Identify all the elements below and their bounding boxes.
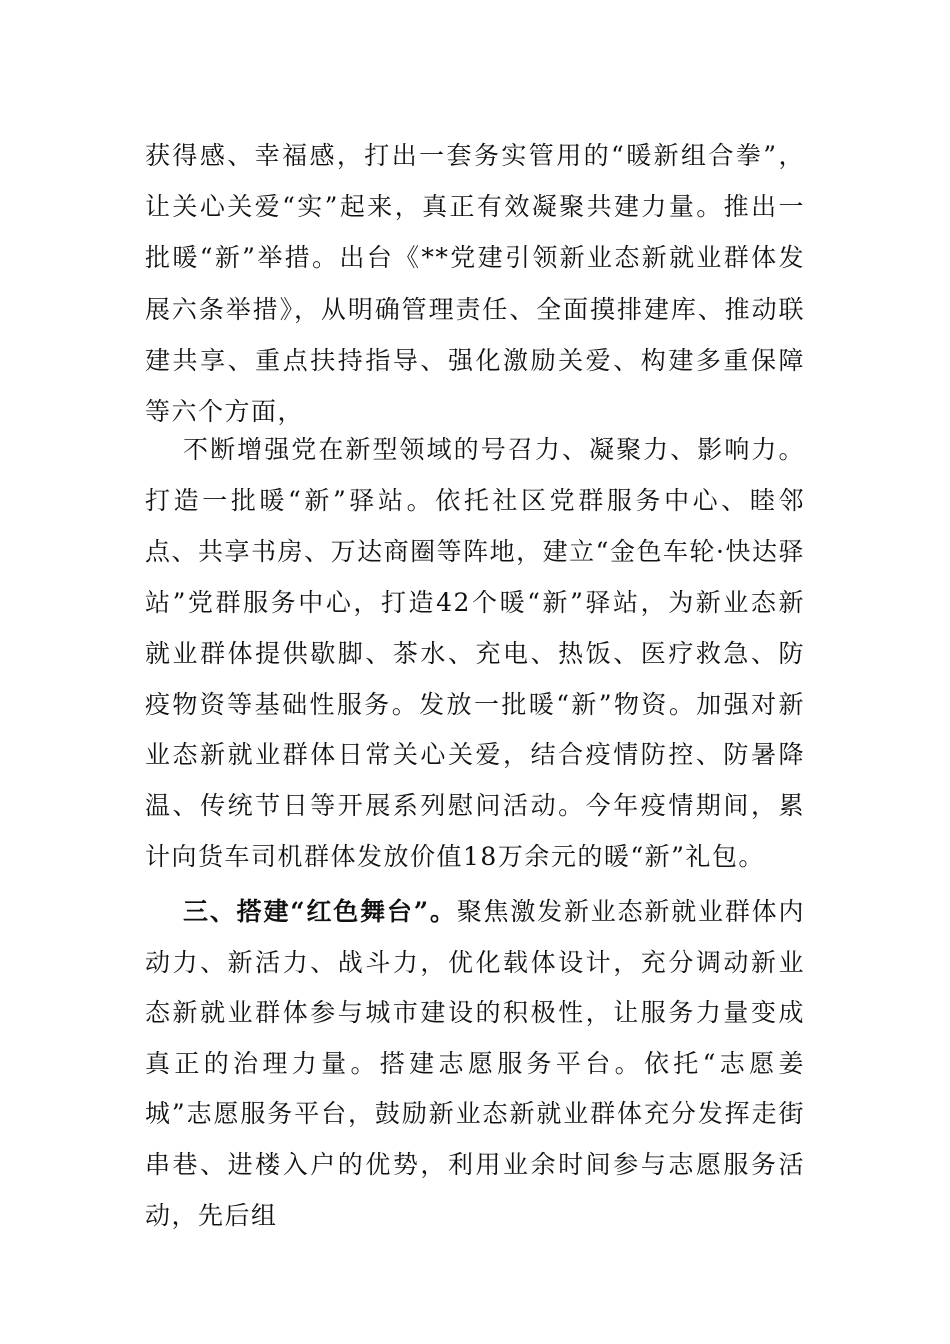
- paragraph-3: [145, 887, 805, 1241]
- paragraph-3-body: 聚焦激发新业态新就业群体内动力、新活力、战斗力，优化载体设计，充分调动新业态新就业群体参与城市建设的积极性，让服务力量变成真正的治理力量。搭建志愿服务平台。依托“志愿姜城”志愿服务平台，鼓励新业态新就业群体充分发挥走街串巷、进楼入户的优势，利用业余时间参与志愿服务活动，先后组: [145, 897, 805, 1230]
- paragraph-1: 获得感、幸福感，打出一套务实管用的“暖新组合拳”，让关心关爱“实”起来，真正有效凝聚共建力量。推出一批暖“新”举措。出台《**党建引领新业态新就业群体发展六条举措》，从明确管理责任、全面摸排建库、推动联建共享、重点扶持指导、强化激励关爱、构建多重保障等六个方面，: [145, 141, 805, 427]
- section-heading: 三、搭建“红色舞台”。: [183, 897, 457, 926]
- paragraph-2: 不断增强党在新型领域的号召力、凝聚力、影响力。打造一批暖“新”驿站。依托社区党群服务中心、睦邻点、共享书房、万达商圈等阵地，建立“金色车轮·快达驿站”党群服务中心，打造42个暖“新”驿站，为新业态新就业群体提供歇脚、茶水、充电、热饭、医疗救急、防疫物资等基础性服务。发放一批暖“新”物资。加强对新业态新就业群体日常关心关爱，结合疫情防控、防暑降温、传统节日等开展系列慰问活动。今年疫情期间，累计向货车司机群体发放价值18万余元的暖“新”礼包。: [145, 435, 805, 872]
